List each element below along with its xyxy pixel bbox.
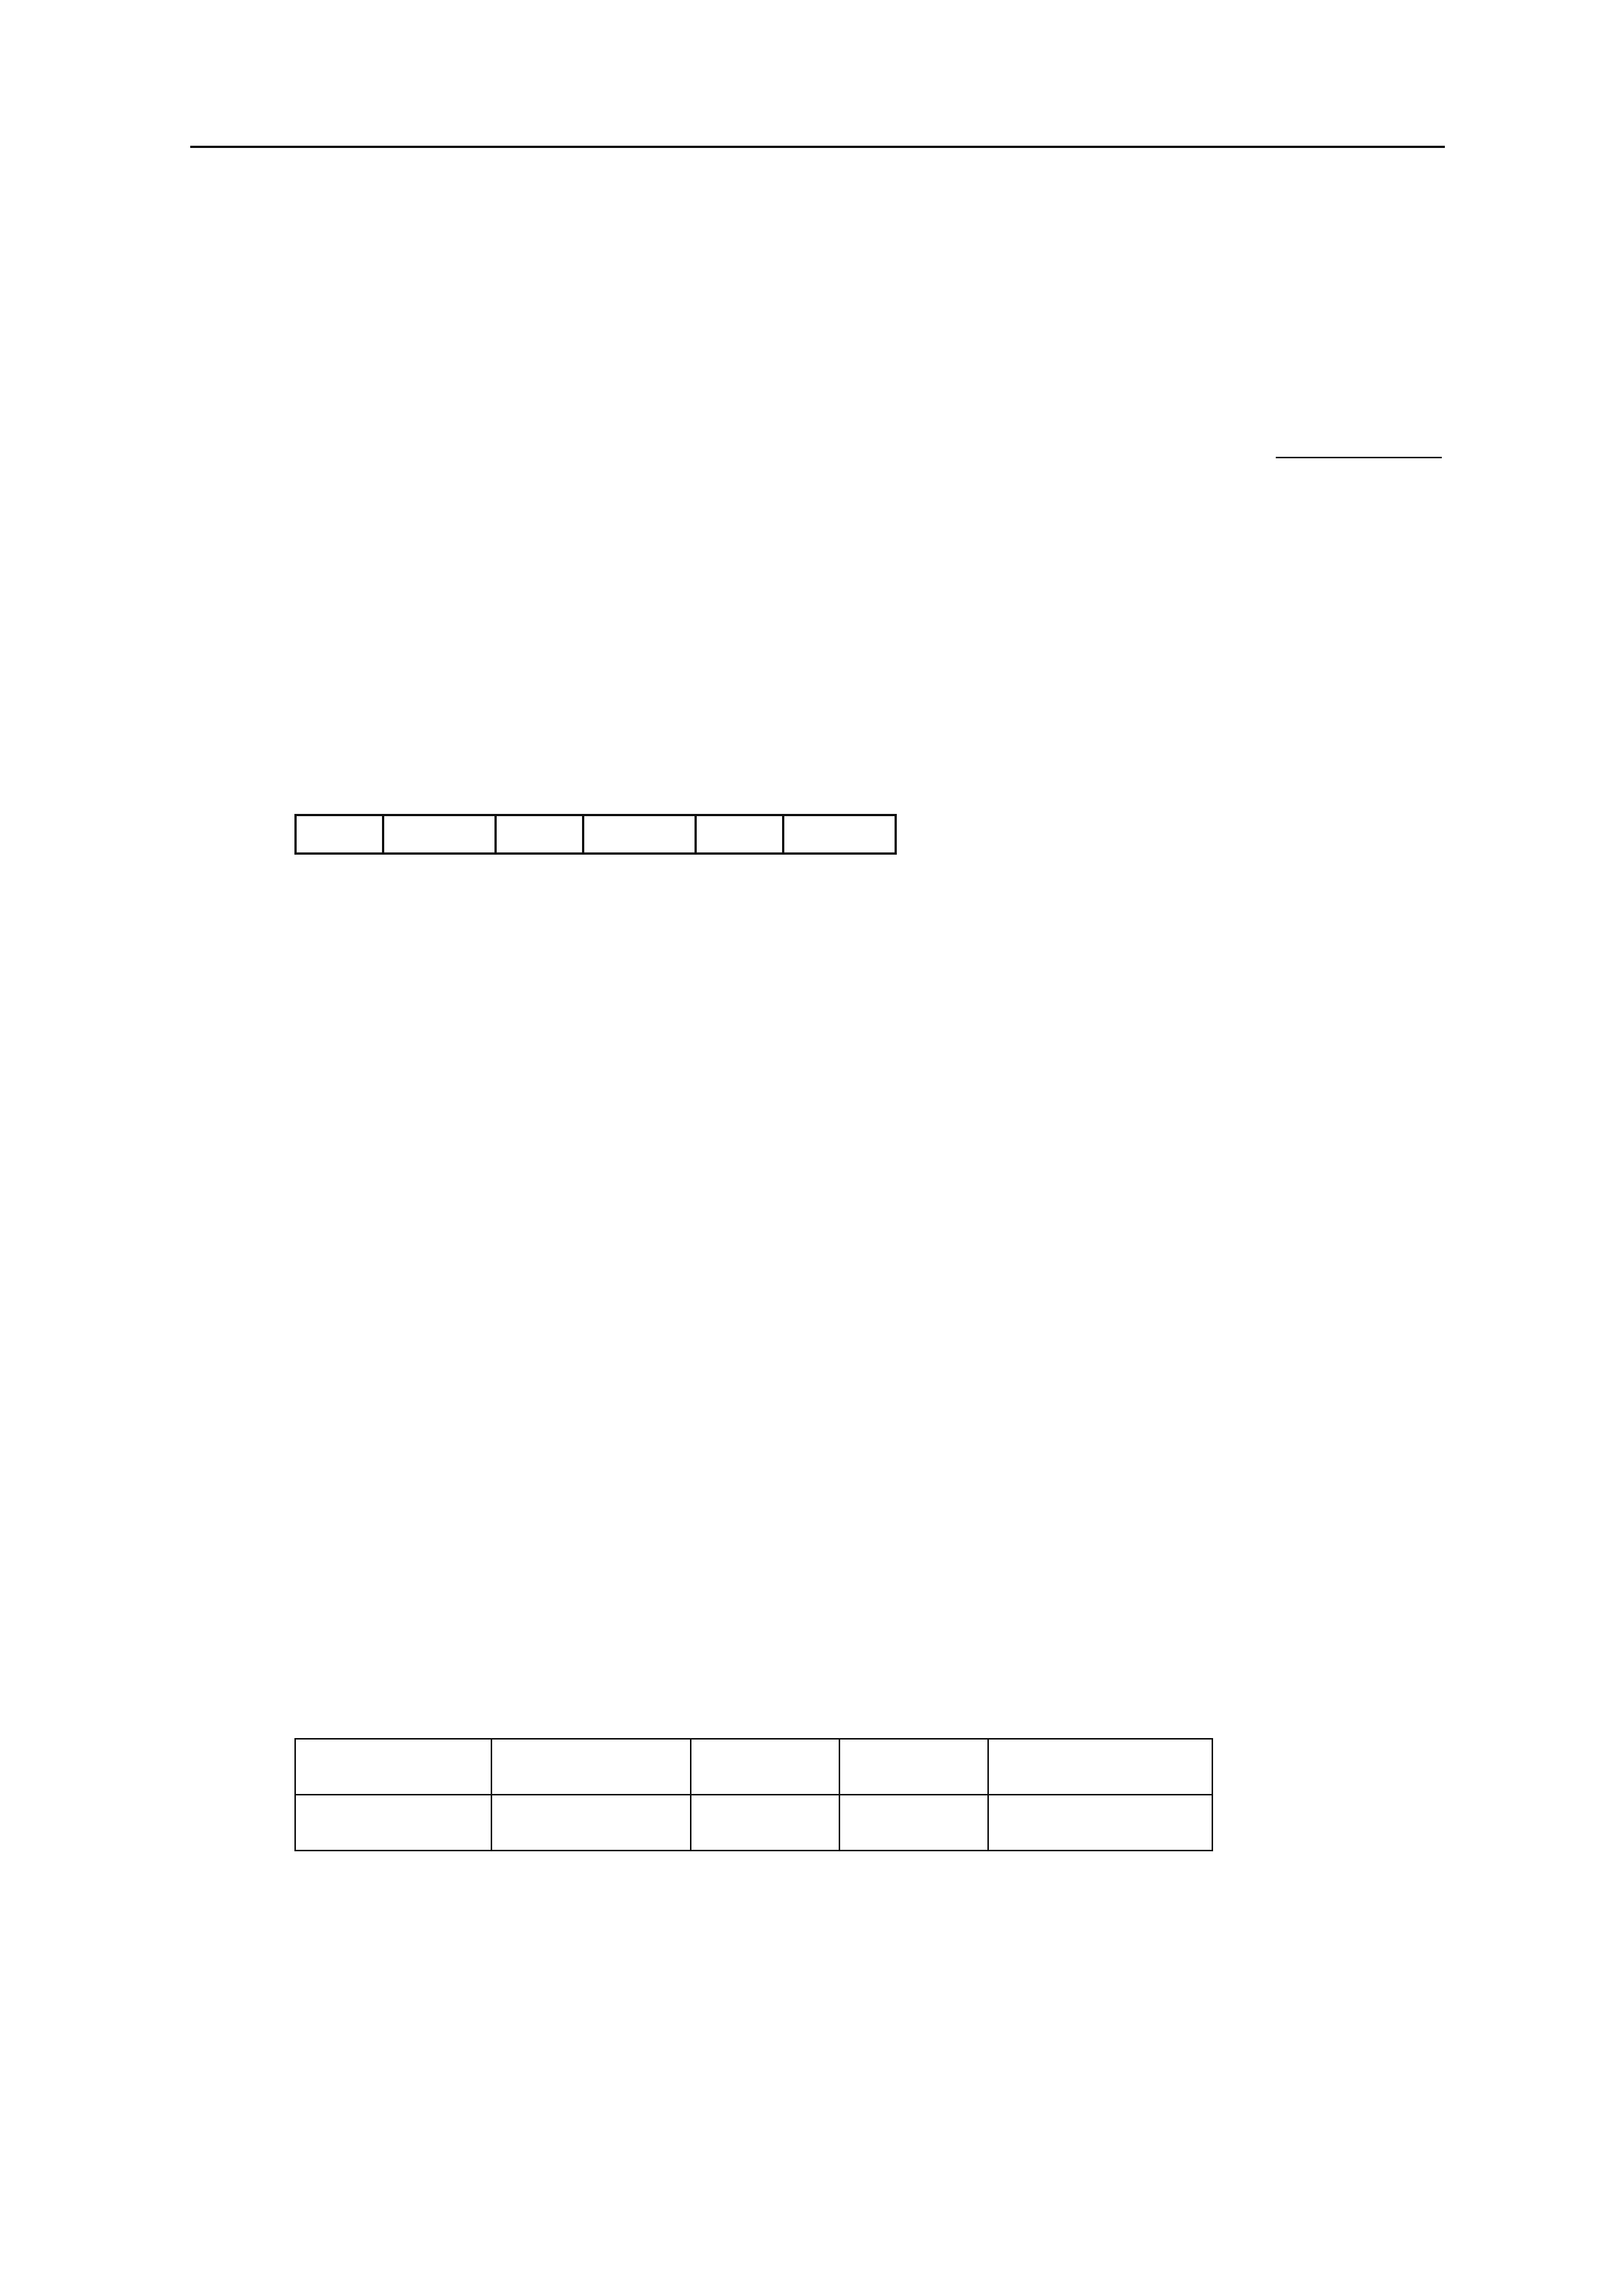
class-blank[interactable] [1276,434,1359,458]
blank-bar-graph-grid[interactable] [325,1315,1110,1610]
recitation-table [294,814,897,855]
summary-table [294,1738,1213,1851]
summary-category [691,1739,839,1795]
summary-blank-cell[interactable] [691,1795,839,1851]
header-poem-count [584,815,696,854]
table-header-row [296,815,896,854]
summary-row1-label [295,1739,491,1795]
summary-row-counts [295,1739,1212,1795]
page-title [0,366,1623,405]
header-student-id [696,815,784,854]
summary-category [839,1739,988,1795]
summary-blank-cell[interactable] [491,1795,691,1851]
summary-row2-label [295,1795,491,1851]
header-poem-count [383,815,496,854]
summary-blank-cell[interactable] [988,1795,1212,1851]
summary-category [491,1739,691,1795]
student-info [1276,434,1442,465]
summary-row-people [295,1795,1212,1851]
header-student-id [296,815,383,854]
header-student-id [496,815,584,854]
name-blank[interactable] [1359,434,1442,458]
header-rule [190,146,1445,148]
header-poem-count [784,815,896,854]
summary-category [988,1739,1212,1795]
summary-blank-cell[interactable] [839,1795,988,1851]
